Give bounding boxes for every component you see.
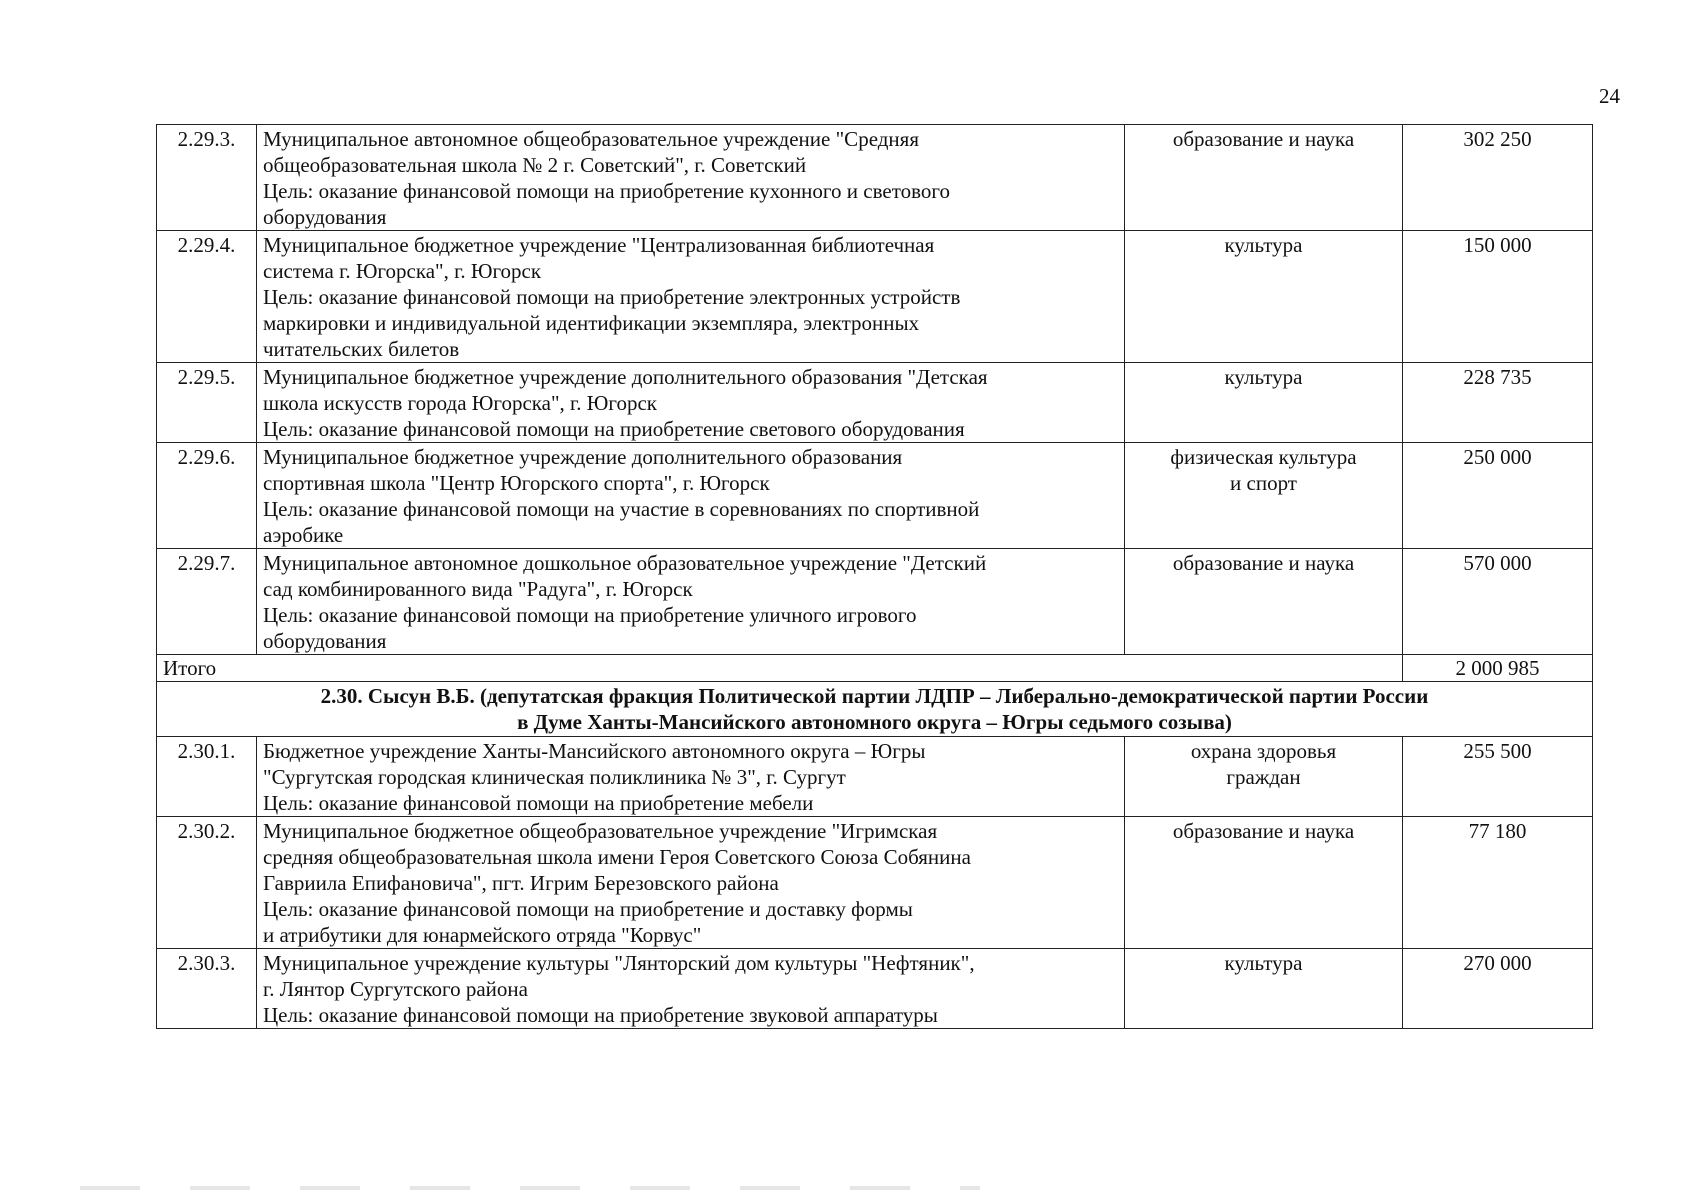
recipient-description xyxy=(257,549,1125,655)
amount-cell: 570 000 xyxy=(1403,549,1593,655)
table-row xyxy=(157,231,1593,363)
recipient-description xyxy=(257,231,1125,363)
description-line: и атрибутики для юнармейского отряда "Корвус" xyxy=(263,923,702,947)
amount-cell: 250 000 xyxy=(1403,443,1593,549)
sphere-cell xyxy=(1125,443,1403,549)
description-line: Муниципальное бюджетное учреждение дополнительного образования xyxy=(263,445,903,469)
sphere-line: физическая культура xyxy=(1170,445,1357,469)
description-line: Цель: оказание финансовой помощи на приобретение и доставку формы xyxy=(263,897,913,921)
description-line: средняя общеобразовательная школа имени Героя Советского Союза Собянина xyxy=(263,845,971,869)
sphere-line: образование и наука xyxy=(1172,551,1355,575)
sphere-line: образование и наука xyxy=(1172,127,1355,151)
sphere-line: культура xyxy=(1224,951,1303,975)
description-line: аэробике xyxy=(263,523,344,547)
row-number: 2.29.4. xyxy=(157,231,257,363)
sphere-line: охрана здоровья xyxy=(1190,739,1337,763)
row-number: 2.30.1. xyxy=(157,737,257,817)
table-row xyxy=(157,125,1593,231)
amount-cell: 228 735 xyxy=(1403,363,1593,443)
page-number: 24 xyxy=(1599,84,1620,108)
description-line: сад комбинированного вида "Радуга", г. Югорск xyxy=(263,577,693,601)
allocation-table xyxy=(156,124,1593,1029)
sphere-cell xyxy=(1125,363,1403,443)
allocation-table-body xyxy=(157,125,1593,1029)
amount-cell: 302 250 xyxy=(1403,125,1593,231)
description-line: Цель: оказание финансовой помощи на участие в соревнованиях по спортивной xyxy=(263,497,980,521)
sphere-line: культура xyxy=(1224,233,1303,257)
description-line: Муниципальное бюджетное общеобразовательное учреждение "Игримская xyxy=(263,819,938,843)
description-line: Цель: оказание финансовой помощи на приобретение светового оборудования xyxy=(263,417,965,441)
table-row xyxy=(157,817,1593,949)
description-line: Муниципальное автономное общеобразовательное учреждение "Средняя xyxy=(263,127,919,151)
table-row xyxy=(157,949,1593,1029)
description-line: маркировки и индивидуальной идентификации экземпляра, электронных xyxy=(263,311,920,335)
description-line: Цель: оказание финансовой помощи на приобретение уличного игрового xyxy=(263,603,917,627)
recipient-description xyxy=(257,817,1125,949)
sphere-cell xyxy=(1125,549,1403,655)
recipient-description xyxy=(257,125,1125,231)
row-number: 2.29.7. xyxy=(157,549,257,655)
description-line: Гавриила Епифановича", пгт. Игрим Березовского района xyxy=(263,871,779,895)
row-number: 2.30.3. xyxy=(157,949,257,1029)
description-line: г. Лянтор Сургутского района xyxy=(263,977,528,1001)
description-line: Муниципальное бюджетное учреждение "Централизованная библиотечная xyxy=(263,233,935,257)
sphere-cell xyxy=(1125,817,1403,949)
table-row xyxy=(157,737,1593,817)
description-line: "Сургутская городская клиническая поликлиника № 3", г. Сургут xyxy=(263,765,846,789)
amount-cell: 77 180 xyxy=(1403,817,1593,949)
section-heading-line: 2.30. Сысун В.Б. (депутатская фракция Политической партии ЛДПР – Либерально-демократической партии России xyxy=(320,684,1429,708)
recipient-description xyxy=(257,443,1125,549)
sphere-line: граждан xyxy=(1226,765,1301,789)
table-row xyxy=(157,443,1593,549)
total-amount: 2 000 985 xyxy=(1403,655,1593,682)
sphere-cell xyxy=(1125,231,1403,363)
total-label: Итого xyxy=(157,655,1403,682)
description-line: Бюджетное учреждение Ханты-Мансийского автономного округа – Югры xyxy=(263,739,926,763)
section-header-row xyxy=(157,682,1593,737)
sphere-cell xyxy=(1125,949,1403,1029)
description-line: оборудования xyxy=(263,629,387,653)
total-row xyxy=(157,655,1593,682)
row-number: 2.29.6. xyxy=(157,443,257,549)
sphere-cell xyxy=(1125,737,1403,817)
amount-cell: 150 000 xyxy=(1403,231,1593,363)
description-line: читательских билетов xyxy=(263,337,460,361)
description-line: система г. Югорска", г. Югорск xyxy=(263,259,542,283)
description-line: Муниципальное бюджетное учреждение дополнительного образования "Детская xyxy=(263,365,988,389)
recipient-description xyxy=(257,363,1125,443)
amount-cell: 255 500 xyxy=(1403,737,1593,817)
description-line: оборудования xyxy=(263,205,387,229)
table-row xyxy=(157,549,1593,655)
sphere-line: образование и наука xyxy=(1172,819,1355,843)
description-line: школа искусств города Югорска", г. Югорск xyxy=(263,391,657,415)
sphere-line: и спорт xyxy=(1230,471,1297,495)
row-number: 2.30.2. xyxy=(157,817,257,949)
description-line: Муниципальное автономное дошкольное образовательное учреждение "Детский xyxy=(263,551,987,575)
description-line: Цель: оказание финансовой помощи на приобретение электронных устройств xyxy=(263,285,961,309)
section-heading xyxy=(157,682,1593,737)
sphere-line: культура xyxy=(1224,365,1303,389)
description-line: Цель: оказание финансовой помощи на приобретение звуковой аппаратуры xyxy=(263,1003,938,1027)
description-line: спортивная школа "Центр Югорского спорта", г. Югорск xyxy=(263,471,770,495)
table-row xyxy=(157,363,1593,443)
recipient-description xyxy=(257,737,1125,817)
description-line: Цель: оказание финансовой помощи на приобретение мебели xyxy=(263,791,814,815)
row-number: 2.29.5. xyxy=(157,363,257,443)
description-line: Цель: оказание финансовой помощи на приобретение кухонного и светового xyxy=(263,179,950,203)
description-line: Муниципальное учреждение культуры "Лянторский дом культуры "Нефтяник", xyxy=(263,951,975,975)
description-line: общеобразовательная школа № 2 г. Советский", г. Советский xyxy=(263,153,807,177)
recipient-description xyxy=(257,949,1125,1029)
sphere-cell xyxy=(1125,125,1403,231)
scan-artifact xyxy=(80,1186,980,1190)
amount-cell: 270 000 xyxy=(1403,949,1593,1029)
section-heading-line: в Думе Ханты-Мансийского автономного округа – Югры седьмого созыва) xyxy=(517,710,1232,734)
row-number: 2.29.3. xyxy=(157,125,257,231)
